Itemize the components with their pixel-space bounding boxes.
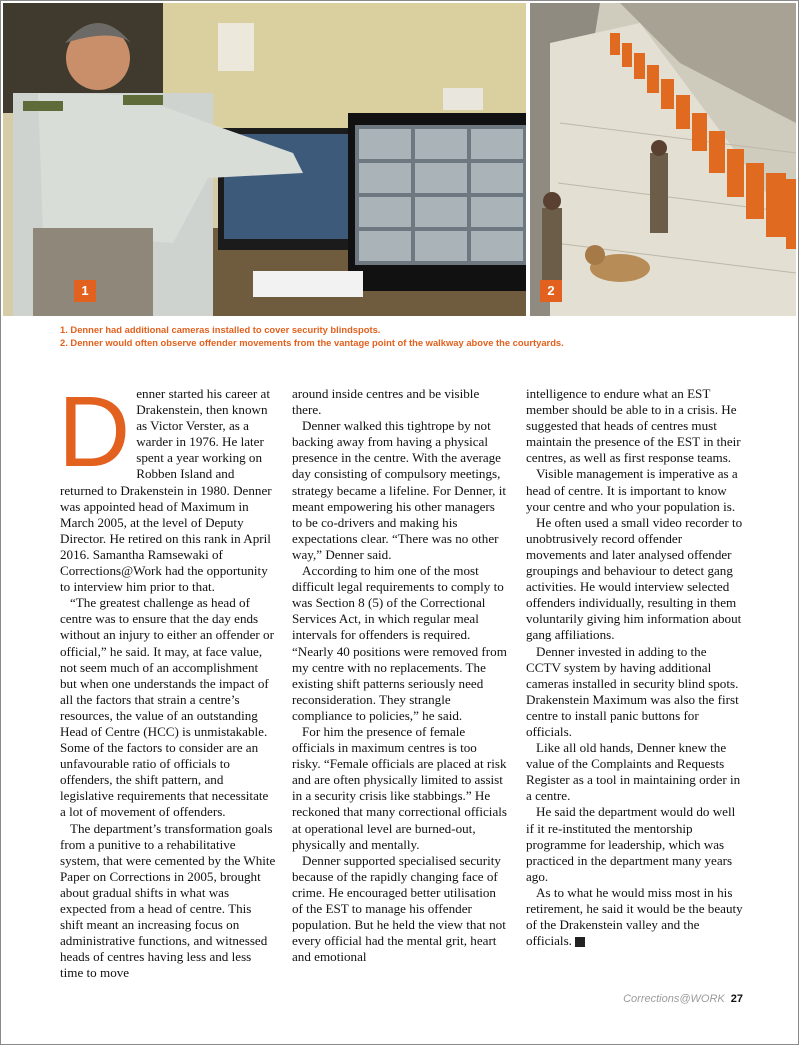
article-column-3 — [526, 386, 744, 949]
paragraph: For him the presence of female officials in maximum centres is too risky. “Female officials are placed at risk and are often physically limited to assist in a security crisis like stabbings.” He reckoned that many correctional officials at operational level are burned-out, physically and mentally. — [292, 723, 507, 852]
photo-cctv-monitors — [3, 3, 526, 316]
caption-2: 2. Denner would often observe offender movements from the vantage point of the walkway above the courtyards. — [60, 337, 564, 348]
paragraph: around inside centres and be visible there. — [292, 386, 480, 418]
paragraph: According to him one of the most difficult legal requirements to comply to was Section 8 (5) of the Correctional Services Act, in which regular meal intervals for offenders is required. “Nearly 40 positions were removed from my centre with no replacements. The existing shift patterns seriously need reconsideration. They strangle compliance to policies,” he said. — [292, 563, 507, 723]
paragraph: He often used a small video recorder to unobtrusively record offender movements and later analysed offender groupings and behaviour to detect gang activities. He would interview selected offenders individually, resulting in them voluntarily giving him information about gang affiliations. — [526, 514, 743, 643]
page-number: 27 — [730, 993, 743, 1005]
paragraph: Denner supported specialised security because of the rapidly changing face of crime. He encouraged better utilisation of the EST to manage his offender population. But he held the view that not every official had the mental grit, heart and emotional — [292, 852, 506, 965]
article-column-1 — [58, 376, 276, 981]
caption-1: 1. Denner had additional cameras installed to cover security blindspots. — [60, 324, 381, 335]
photo-cctv-illustration — [3, 3, 526, 316]
page-footer — [623, 993, 743, 1005]
photo-courtyard-offenders — [530, 3, 796, 316]
paragraph: intelligence to endure what an EST member should be able to in a crisis. He suggested that heads of centres must maintain the presence of the EST in their centres, as well as first response teams. — [526, 386, 741, 466]
paragraph: Like all old hands, Denner knew the value of the Complaints and Requests Register as a tool in maintaining order in a centre. — [526, 740, 741, 804]
photo1-number-badge: 1 — [74, 280, 96, 302]
paragraph: Denner invested in adding to the CCTV system by having additional cameras installed in security blind spots. Drakenstein Maximum was also the first centre to install panic buttons for officials. — [526, 643, 739, 739]
photo2-number-badge: 2 — [540, 280, 562, 302]
paragraph-final — [526, 885, 744, 949]
paragraph: Denner walked this tightrope by not backing away from having a physical presence in the centre. With the average day consisting of compulsory meetings, strategy became a lifeline. For Denner, it meant empowering his other managers to be co-drivers and making his expectations clear. “There was no other way,” Denner said. — [292, 418, 506, 562]
paragraph: Visible management is imperative as a head of centre. It is important to know your centre and who your population is. — [526, 466, 738, 514]
paragraph-text: As to what he would miss most in his retirement, he said it would be the beauty of the Drakenstein valley and the officials. — [526, 884, 743, 949]
article-column-2 — [292, 386, 508, 965]
paragraph: enner started his career at Drakenstein, then known as Victor Verster, as a warder in 1976. He later spent a year working on Robben Island and returned to Drakenstein in 1980. Denner was appointed head of Maximum in March 2005, at the level of Deputy Director. He retired on this rank in April 2016. Samantha Ramsewaki of Corrections@Work had the opportunity to interview him prior to that. — [60, 386, 272, 595]
drop-cap: D — [58, 376, 131, 488]
photo-courtyard-illustration — [530, 3, 796, 316]
paragraph: He said the department would do well if it re-instituted the mentorship programme for leadership, which was practiced in the department many years ago. — [526, 804, 736, 884]
paragraph: “The greatest challenge as head of centre was to ensure that the day ends without an injury to either an offender or official,” he said. It may, at face value, not seem much of an accomplishment but when one understands the impact of all the factors that strain a centre’s resources, the value of an outstanding Head of Centre (HCC) is unmistakable. Some of the factors to consider are an unfavourable ratio of officials to offenders, the shift pattern, and legislative requirements that necessitate a lot of movement of offenders. — [60, 595, 274, 820]
publication-name: Corrections@WORK — [623, 993, 725, 1005]
photo-captions — [60, 323, 780, 349]
paragraph: The department’s transformation goals from a punitive to a rehabilitative system, that were cemented by the White Paper on Corrections in 2005, brought about gradual shifts in what was expected from a head of centre. This shift meant an increasing focus on administrative functions, and witnessed heads of centres having less and less time to move — [60, 820, 276, 981]
end-mark-icon: C — [575, 937, 585, 947]
